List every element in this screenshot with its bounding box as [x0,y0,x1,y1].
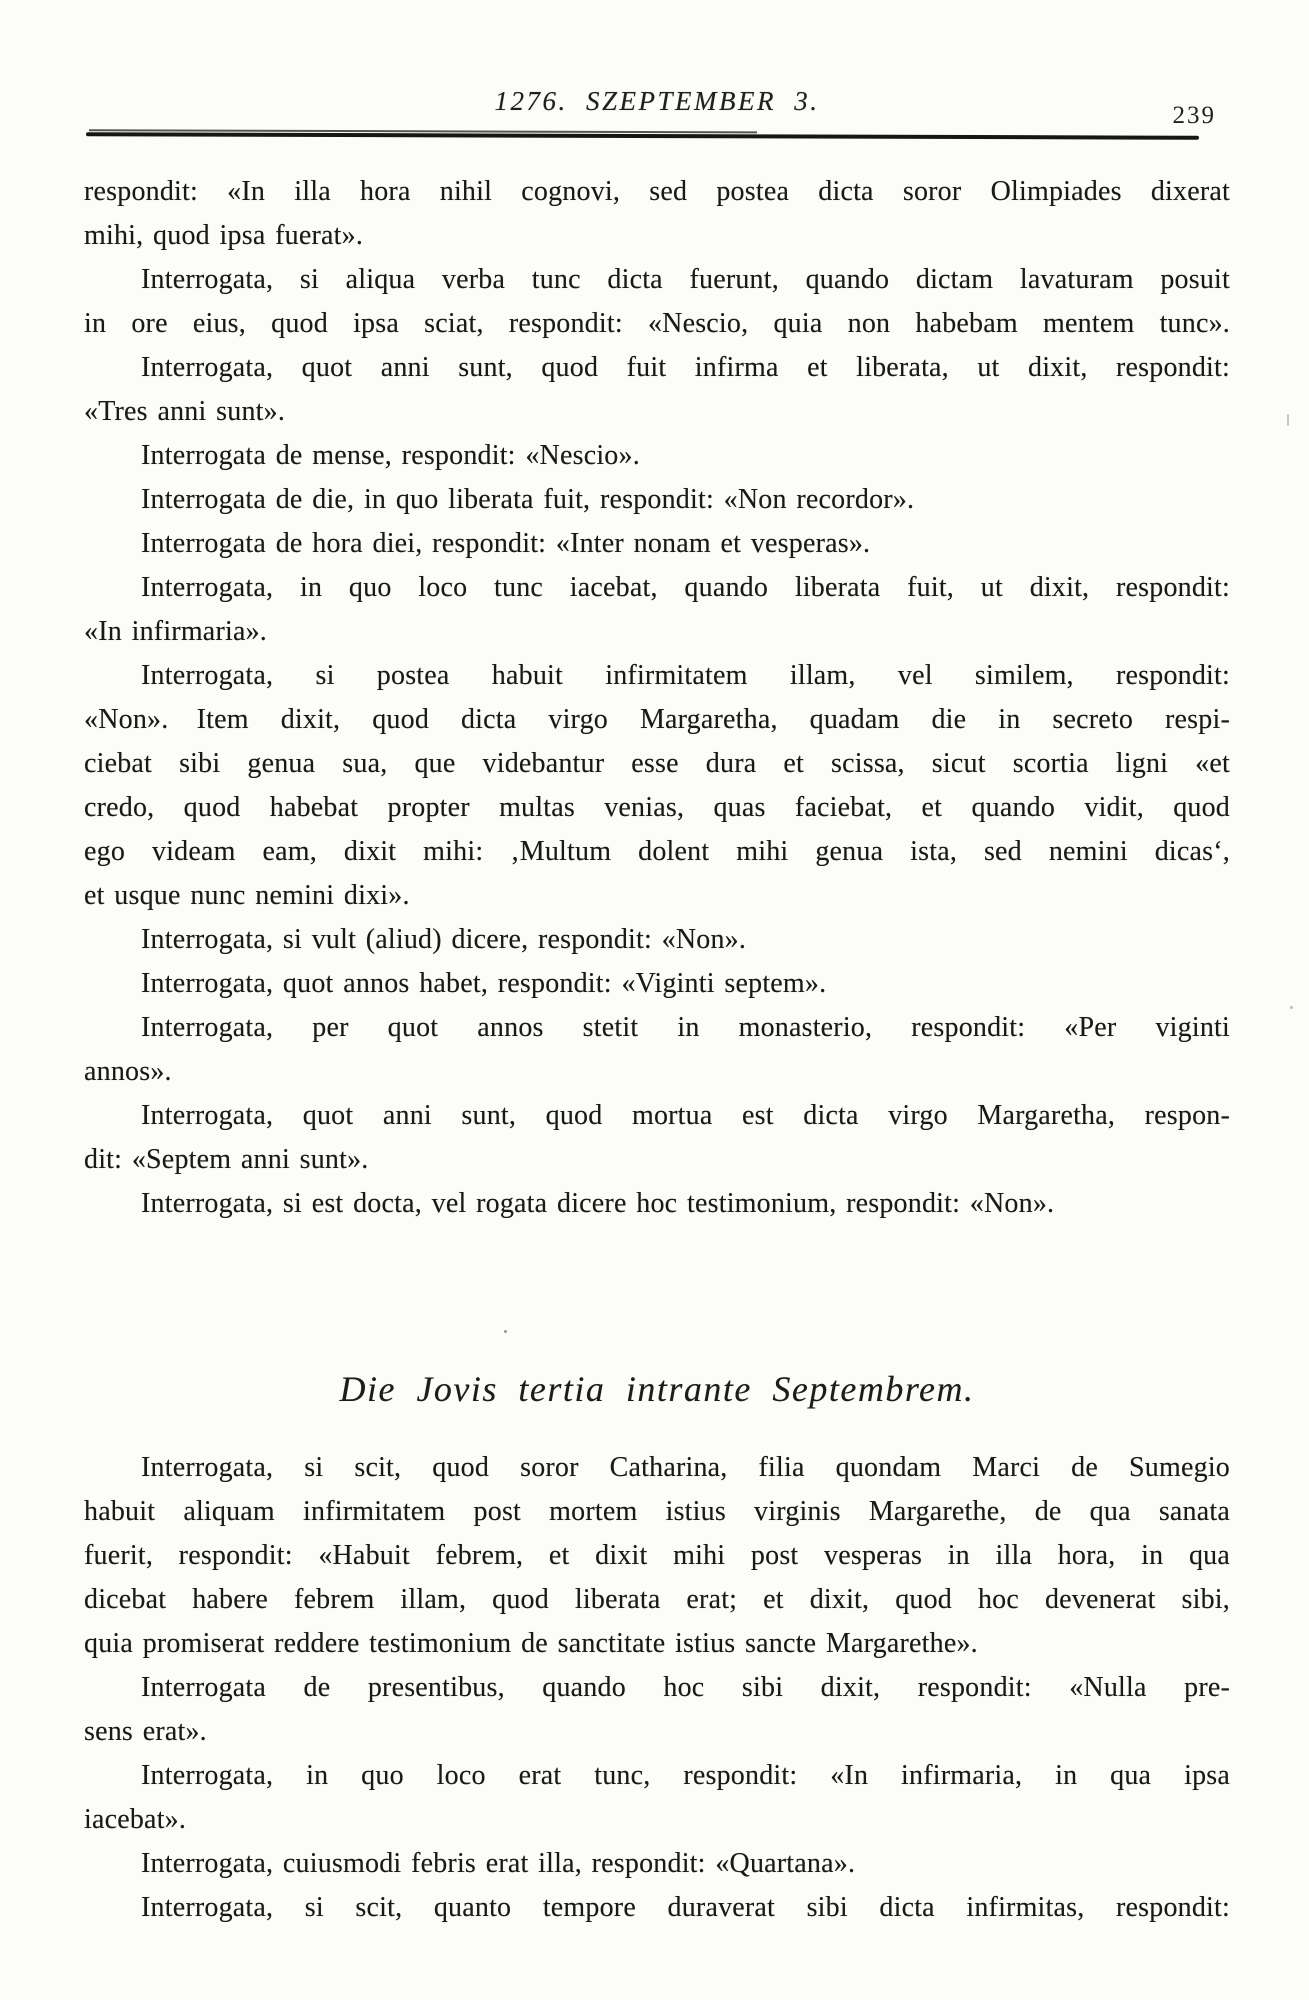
text-line: ciebat sibi genua sua, que videbantur esse dura et scissa, sicut scortia ligni «et [84,748,1230,779]
text-line: dicebat habere febrem illam, quod liberata erat; et dixit, quod hoc devenerat sibi, [84,1584,1230,1615]
page-number: 239 [1172,102,1216,129]
text-line: in ore eius, quod ipsa sciat, respondit: «Nescio, quia non habebam mentem tunc». [84,308,1230,339]
text-line: Interrogata, quot annos habet, respondit: «Viginti septem». [141,968,827,999]
text-line: Interrogata de presentibus, quando hoc sibi dixit, respondit: «Nulla pre- [141,1672,1230,1703]
text-line: dit: «Septem anni sunt». [84,1144,369,1175]
paragraph [84,1182,1230,1226]
paragraph [84,654,1230,918]
text-line: annos». [84,1056,172,1087]
paragraph [84,478,1230,522]
paragraph [84,566,1230,654]
text-line: habuit aliquam infirmitatem post mortem istius virginis Margarethe, de qua sanata [84,1496,1230,1527]
text-line: ego videam eam, dixit mihi: ‚Multum dolent mihi genua ista, sed nemini dicas‘, [84,836,1230,867]
text-line: Interrogata de die, in quo liberata fuit, respondit: «Non recordor». [141,484,915,515]
text-line: Interrogata, si vult (aliud) dicere, respondit: «Non». [141,924,747,955]
text-line: Interrogata, si aliqua verba tunc dicta fuerunt, quando dictam lavaturam posuit [141,264,1230,295]
paragraph [84,1886,1230,1930]
text-line: Interrogata, si est docta, vel rogata dicere hoc testimonium, respondit: «Non». [141,1188,1055,1219]
text-line: Interrogata, per quot annos stetit in monasterio, respondit: «Per viginti [141,1012,1230,1043]
text-line: Interrogata, si scit, quanto tempore duraverat sibi dicta infirmitas, respondit: [141,1892,1230,1923]
text-line: Interrogata, quot anni sunt, quod mortua est dicta virgo Margaretha, respon- [141,1100,1230,1131]
scan-speck [1290,1006,1293,1009]
text-line: quia promiserat reddere testimonium de sanctitate istius sancte Margarethe». [84,1628,978,1659]
text-line: «In infirmaria». [84,616,267,647]
scan-speck [504,1330,507,1333]
text-line: Interrogata, si postea habuit infirmitatem illam, vel similem, respondit: [141,660,1230,691]
paragraph [84,522,1230,566]
section-heading: Die Jovis tertia intrante Septembrem. [339,1369,975,1409]
paragraph [84,434,1230,478]
paragraph [84,918,1230,962]
testimony-section-die-jovis [84,1446,1230,1930]
text-line: sens erat». [84,1716,207,1747]
text-line: Interrogata, cuiusmodi febris erat illa, respondit: «Quartana». [141,1848,856,1879]
paragraph [84,258,1230,346]
paragraph [84,962,1230,1006]
text-line: Interrogata, si scit, quod soror Catharina, filia quondam Marci de Sumegio [141,1452,1230,1483]
text-line: «Non». Item dixit, quod dicta virgo Margaretha, quadam die in secreto respi- [84,704,1230,735]
text-line: et usque nunc nemini dixi». [84,880,410,911]
text-line: mihi, quod ipsa fuerat». [84,220,364,251]
paragraph [84,1094,1230,1182]
paragraph [84,1446,1230,1666]
text-line: Interrogata de hora diei, respondit: «Inter nonam et vesperas». [141,528,871,559]
text-line: fuerit, respondit: «Habuit febrem, et dixit mihi post vesperas in illa hora, in qua [84,1540,1230,1571]
text-line: «Tres anni sunt». [84,396,286,427]
text-line: Interrogata, in quo loco erat tunc, respondit: «In infirmaria, in qua ipsa [141,1760,1230,1791]
paragraph [84,346,1230,434]
page-body [84,170,1230,1930]
text-line: Interrogata de mense, respondit: «Nescio». [141,440,640,471]
paragraph [84,1006,1230,1094]
text-line: respondit: «In illa hora nihil cognovi, sed postea dicta soror Olimpiades dixerat [84,176,1230,207]
text-line: Interrogata, in quo loco tunc iacebat, quando liberata fuit, ut dixit, respondit: [141,572,1230,603]
scan-speck [1287,414,1289,426]
paragraph [84,1666,1230,1754]
paragraph [84,1842,1230,1886]
running-title: 1276. SZEPTEMBER 3. [494,86,820,116]
text-line: Interrogata, quot anni sunt, quod fuit infirma et liberata, ut dixit, respondit: [141,352,1230,383]
paragraph [84,170,1230,258]
text-line: credo, quod habebat propter multas venias, quas faciebat, et quando vidit, quod [84,792,1230,823]
paragraph [84,1754,1230,1842]
text-line: iacebat». [84,1804,187,1835]
testimony-section-september-3 [84,170,1230,1226]
